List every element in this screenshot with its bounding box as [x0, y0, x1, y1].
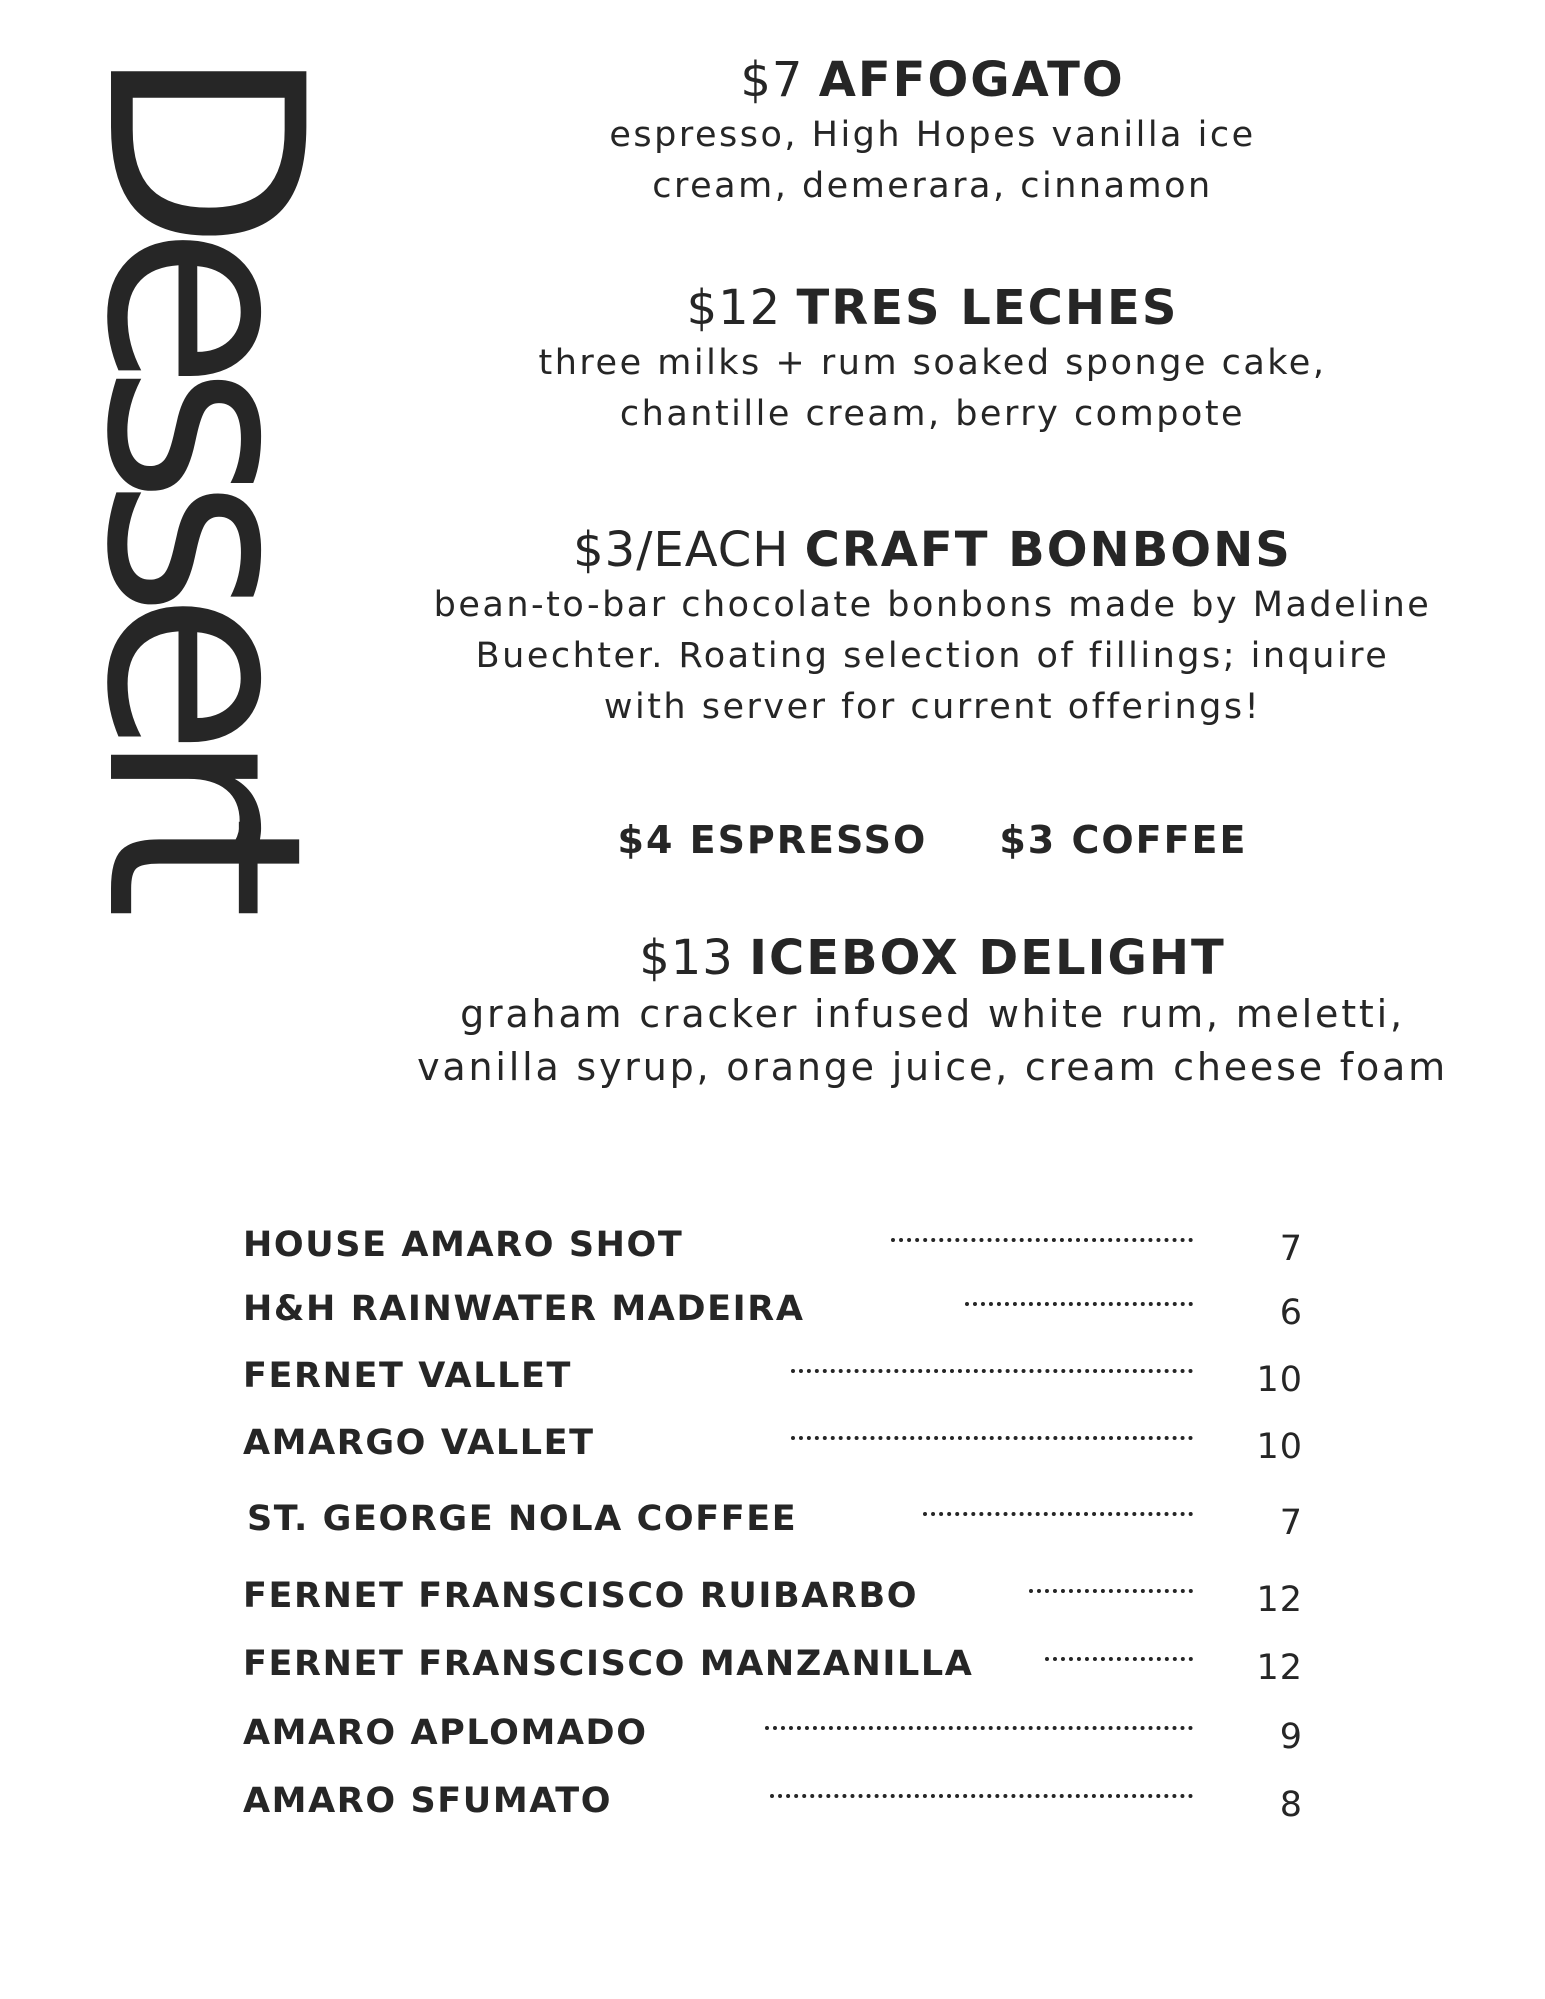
item-price: $3/EACH [573, 522, 790, 578]
dotted-leader [791, 1436, 1193, 1440]
coffee-row [385, 810, 1480, 870]
drink-price: 12 [1256, 1648, 1303, 1688]
drink-row [243, 1284, 1303, 1334]
dotted-leader [1045, 1657, 1193, 1661]
drink-name: AMARGO VALLET [243, 1423, 595, 1463]
drink-row [243, 1708, 1303, 1758]
dotted-leader [765, 1726, 1193, 1730]
menu-section-title [47, 45, 359, 965]
drink-price: 6 [1279, 1293, 1303, 1333]
drink-price: 9 [1279, 1717, 1303, 1757]
item-heading [385, 50, 1480, 110]
menu-item-tres-leches [385, 278, 1480, 440]
drink-name: FERNET FRANSCISCO MANZANILLA [243, 1644, 974, 1684]
dotted-leader [965, 1302, 1193, 1306]
dotted-leader [923, 1512, 1193, 1516]
item-description: three milks + rum soaked sponge cake, chantille cream, berry compote [538, 343, 1327, 434]
dotted-leader [891, 1238, 1193, 1242]
drink-row [243, 1571, 1303, 1621]
dotted-leader [791, 1369, 1193, 1373]
dotted-leader [770, 1794, 1193, 1798]
item-name: AFFOGATO [818, 52, 1125, 108]
drink-row [243, 1494, 1303, 1544]
menu-item-icebox-delight [385, 928, 1480, 1094]
espresso-item: $4 ESPRESSO [617, 818, 928, 862]
drink-price: 8 [1279, 1785, 1303, 1825]
drink-name: HOUSE AMARO SHOT [243, 1225, 684, 1265]
drink-price: 7 [1279, 1503, 1303, 1543]
drink-row [243, 1351, 1303, 1401]
drink-name: FERNET VALLET [243, 1356, 573, 1396]
menu-item-craft-bonbons [385, 520, 1480, 733]
item-name: CRAFT BONBONS [804, 522, 1292, 578]
drink-row [243, 1776, 1303, 1826]
drink-name: ST. GEORGE NOLA COFFEE [247, 1499, 798, 1539]
dotted-leader [1029, 1589, 1193, 1593]
item-price: $12 [686, 280, 782, 336]
drink-row [243, 1418, 1303, 1468]
drink-row [243, 1220, 1303, 1270]
item-name: TRES LECHES [796, 280, 1179, 336]
item-heading [385, 520, 1480, 580]
menu-item-affogato [385, 50, 1480, 212]
drink-price: 7 [1279, 1229, 1303, 1269]
section-title-text: Dessert [47, 45, 359, 894]
item-price: $13 [639, 930, 734, 986]
coffee-item: $3 COFFEE [999, 818, 1248, 862]
item-description: graham cracker infused white rum, meletti, vanilla syrup, orange juice, cream cheese foam [417, 992, 1448, 1089]
drink-price: 10 [1256, 1360, 1303, 1400]
drink-name: AMARO APLOMADO [243, 1713, 648, 1753]
drink-name: FERNET FRANSCISCO RUIBARBO [243, 1576, 919, 1616]
item-description: espresso, High Hopes vanilla ice cream, demerara, cinnamon [609, 115, 1256, 206]
drink-row [243, 1639, 1303, 1689]
item-name: ICEBOX DELIGHT [749, 930, 1226, 986]
drink-price: 10 [1256, 1427, 1303, 1467]
item-heading [385, 278, 1480, 338]
drink-price: 12 [1256, 1580, 1303, 1620]
item-description: bean-to-bar chocolate bonbons made by Madeline Buechter. Roating selection of fillings; inquire with server for current offerings! [433, 585, 1432, 727]
drink-name: AMARO SFUMATO [243, 1781, 613, 1821]
item-price: $7 [740, 52, 804, 108]
item-heading [385, 928, 1480, 988]
drink-name: H&H RAINWATER MADEIRA [243, 1289, 805, 1329]
